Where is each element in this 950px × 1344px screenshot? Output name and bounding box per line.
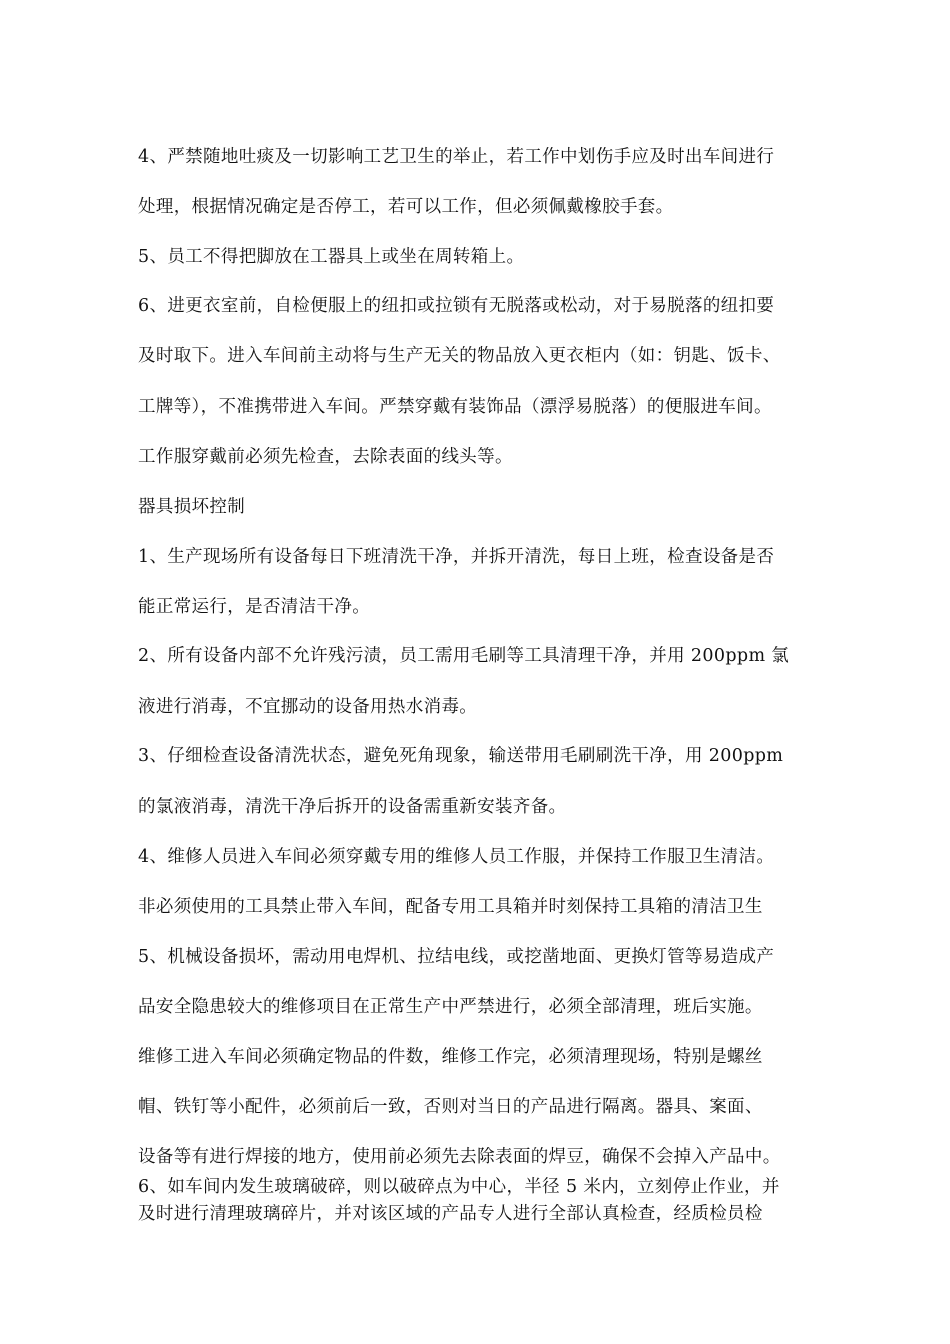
paragraph-line: 维修工进入车间必须确定物品的件数，维修工作完，必须清理现场，特别是螺丝 bbox=[138, 1047, 763, 1067]
paragraph-line: 5、机械设备损坏，需动用电焊机、拉结电线，或挖凿地面、更换灯管等易造成产 bbox=[138, 947, 775, 967]
paragraph-line: 2、所有设备内部不允许残污渍，员工需用毛刷等工具清理干净，并用 200ppm 氯 bbox=[138, 646, 790, 666]
paragraph-line: 能正常运行，是否清洁干净。 bbox=[138, 597, 371, 617]
paragraph-line: 工牌等），不准携带进入车间。严禁穿戴有装饰品（漂浮易脱落）的便服进车间。 bbox=[138, 397, 772, 417]
paragraph-line: 处理，根据情况确定是否停工，若可以工作，但必须佩戴橡胶手套。 bbox=[138, 197, 674, 217]
paragraph-line: 及时取下。进入车间前主动将与生产无关的物品放入更衣柜内（如：钥匙、饭卡、 bbox=[138, 346, 781, 366]
paragraph-line: 工作服穿戴前必须先检查，去除表面的线头等。 bbox=[138, 447, 513, 467]
paragraph-line: 及时进行清理玻璃碎片，并对该区域的产品专人进行全部认真检查，经质检员检 bbox=[138, 1204, 763, 1224]
paragraph-line: 1、生产现场所有设备每日下班清洗干净，并拆开清洗，每日上班，检查设备是否 bbox=[138, 547, 775, 567]
paragraph-line: 3、仔细检查设备清洗状态，避免死角现象，输送带用毛刷刷洗干净，用 200ppm bbox=[138, 746, 784, 766]
paragraph-line: 6、如车间内发生玻璃破碎，则以破碎点为中心，半径 5 米内，立刻停止作业，并 bbox=[138, 1177, 780, 1197]
paragraph-line: 5、员工不得把脚放在工器具上或坐在周转箱上。 bbox=[138, 247, 525, 267]
paragraph-line: 帽、铁钉等小配件，必须前后一致，否则对当日的产品进行隔离。器具、案面、 bbox=[138, 1097, 763, 1117]
paragraph-line: 的氯液消毒，清洗干净后拆开的设备需重新安装齐备。 bbox=[138, 797, 567, 817]
paragraph-line: 4、维修人员进入车间必须穿戴专用的维修人员工作服，并保持工作服卫生清洁。 bbox=[138, 847, 775, 867]
paragraph-line: 品安全隐患较大的维修项目在正常生产中严禁进行，必须全部清理，班后实施。 bbox=[138, 997, 763, 1017]
paragraph-line: 6、进更衣室前，自检便服上的纽扣或拉锁有无脱落或松动，对于易脱落的纽扣要 bbox=[138, 296, 775, 316]
paragraph-line: 4、严禁随地吐痰及一切影响工艺卫生的举止，若工作中划伤手应及时出车间进行 bbox=[138, 147, 775, 167]
paragraph-line: 液进行消毒，不宜挪动的设备用热水消毒。 bbox=[138, 697, 478, 717]
paragraph-line: 非必须使用的工具禁止带入车间，配备专用工具箱并时刻保持工具箱的清洁卫生 bbox=[138, 897, 763, 917]
paragraph-line: 设备等有进行焊接的地方，使用前必须先去除表面的焊豆，确保不会掉入产品中。 bbox=[138, 1147, 781, 1167]
section-heading: 器具损坏控制 bbox=[138, 497, 246, 517]
